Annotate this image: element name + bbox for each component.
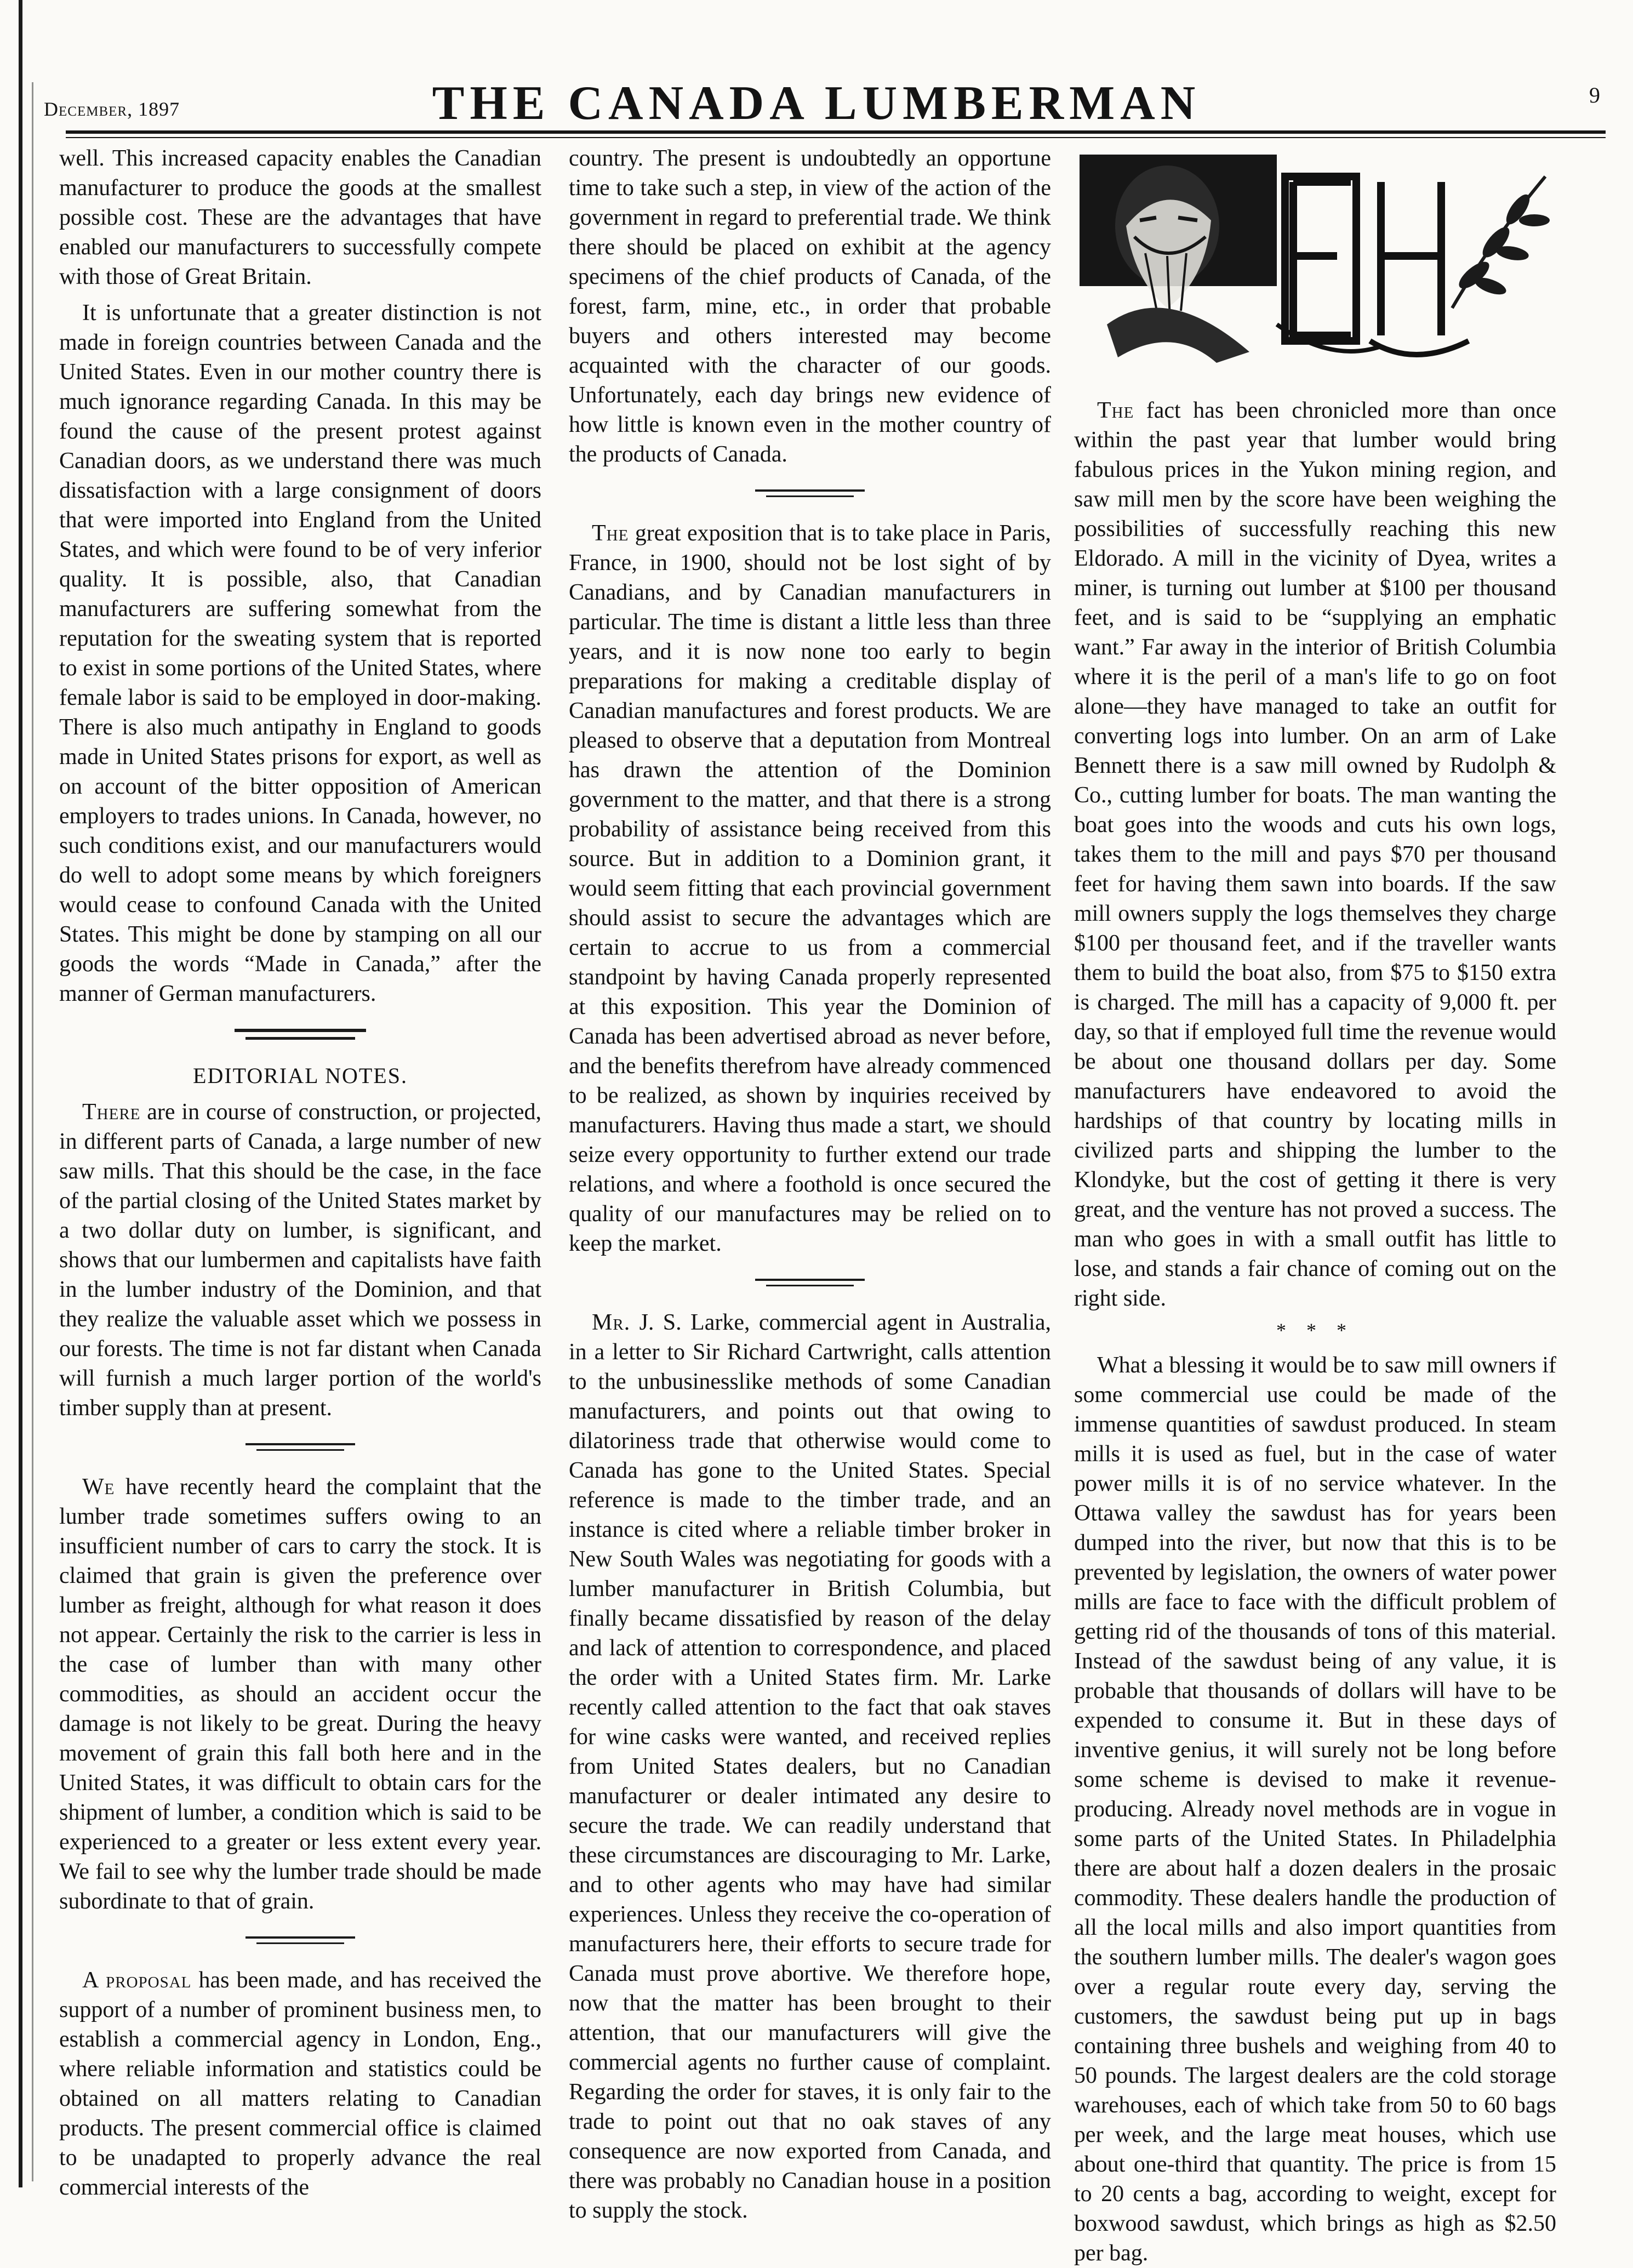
lead-word: The — [592, 521, 629, 546]
col3-paragraph-2: What a blessing it would be to saw mill owners if some commercial use could be made of the immense quantities of sawdust produced. In steam mills it is used as fuel, but in the case of water power mills it is of no service whatever. In the Ottawa valley the sawdust has for years been dumped into the river, but now that this is to be prevented by legislation, the owners of water power mills are face to face with the difficult problem of getting rid of the thousands of tons of this material. Instead of the sawdust being of any value, it is probable that thousands of dollars will have to be expended to consume it. But in these days of inventive genius, it will surely not be long before some scheme is devised to make it revenue-producing. Already novel methods are in vogue in some parts of the United States. In Philadelphia there are about half a dozen dealers in the prosaic commodity. These dealers handle the production of all the local mills and also import quantities from the southern lumber mills. The dealer's wagon goes over a regular route every day, serving the customers, the sawdust being put up in bags containing three bushels and weighing from 40 to 50 pounds. The largest dealers are the cold storage warehouses, each of which take from 50 to 60 bags per week, and the large meat houses, which use about one-third that quantity. The price is from 15 to 20 cents a bag, according to weight, except for boxwood sawdust, which brings as high as $2.50 per bag. — [1074, 1353, 1556, 2266]
col1-paragraph-4 — [59, 1472, 541, 1916]
issue-date: December, 1897 — [44, 98, 180, 120]
lead-word: The — [1097, 398, 1134, 423]
section-divider — [245, 1441, 355, 1454]
header-rule-thin — [66, 137, 1606, 138]
column-3 — [1074, 144, 1556, 2266]
masthead-title: THE CANADA LUMBERMAN — [432, 77, 1201, 130]
paragraph-body: great exposition that is to take place in Paris, France, in 1900, should not be lost sight of by Canadians, and by Canadian manufacturers in particular. The time is distant a little less than three years, and it is now none too early to begin preparations for making a creditable display of Canadian manufactures and forest products. We are pleased to observe that a deputation from Montreal has drawn the attention of the Dominion government to the matter, and that there is a strong probability of assistance being received from this source. But in addition to a Dominion grant, it would seem fitting that each provincial government should assist to secure the advantages which are certain to accrue to us from a commercial standpoint by having Canada properly represented at this exposition. This year the Dominion of Canada has been advertised abroad as never before, and the benefits therefrom have already commenced to be realized, as shown by inquiries received by manufacturers. Having thus made a start, we should seize every opportunity to further extend our trade relations, and where a foothold is once secured the quality of our manufactures may be relied on to keep the market. — [569, 521, 1051, 1256]
section-divider — [755, 1277, 865, 1289]
column-1 — [59, 144, 541, 2200]
ornamental-initial-svg — [1074, 144, 1556, 374]
section-divider — [235, 1027, 366, 1042]
col1-paragraph-5 — [59, 1965, 541, 2202]
col2-paragraph-3 — [569, 1308, 1051, 2225]
header-rule — [66, 130, 1606, 134]
section-divider — [755, 488, 865, 500]
lead-word: Mr. — [592, 1310, 631, 1335]
section-divider — [245, 1935, 355, 1947]
col1-paragraph-1: well. This increased capacity enables the Canadian manufacturer to produce the goods at the smallest possible cost. These are the advantages that have enabled our manufacturers to successfully compete with those of Great Britain. — [59, 146, 541, 289]
page-number: 9 — [1589, 83, 1600, 107]
paragraph-body: has been made, and has received the support of a number of prominent business men, to establish a commercial agency in London, Eng., where reliable information and statistics could be obtained on all matters relating to Canadian products. The present commercial office is claimed to be unadapted to properly advance the real commercial interests of the — [59, 1968, 541, 2200]
col2-paragraph-2 — [569, 518, 1051, 1258]
section-stars: * * * — [1276, 1319, 1354, 1341]
lead-word: We — [82, 1474, 115, 1500]
decorative-initial-illustration — [1074, 144, 1556, 374]
col2-paragraph-1: country. The present is undoubtedly an opportune time to take such a step, in view of the action of the government in regard to preferential trade. We think there should be placed on exhibit at the agency specimens of the chief products of Canada, of the forest, farm, mine, etc., in order that probable buyers and others interested may become acquainted with the character of our goods. Unfortunately, each day brings new evidence of how little is known even in the mother country of the products of Canada. — [569, 146, 1051, 467]
col1-paragraph-3 — [59, 1097, 541, 1423]
paragraph-body: are in course of construction, or projected, in different parts of Canada, a large number of new saw mills. That this should be the case, in the face of the partial closing of the United States market by a two dollar duty on lumber, is significant, and shows that our lumbermen and capitalists have faith in the lumber industry of the Dominion, and that they realize the valuable asset which we possess in our forests. The time is not far distant when Canada will furnish a much larger portion of the world's timber supply than at present. — [59, 1099, 541, 1421]
editorial-notes-heading: EDITORIAL NOTES. — [193, 1063, 408, 1088]
paragraph-body: fact has been chronicled more than once within the past year that lumber would bring fabulous prices in the Yukon mining region, and saw mill men by the score have been weighing the possibilities of successfully reaching this new Eldorado. A mill in the vicinity of Dyea, writes a miner, is turning out lumber at $100 per thousand feet, and is said to be “supplying an emphatic want.” Far away in the interior of British Columbia where it is the peril of a man's life to go on foot alone—they have managed to take an outfit for converting logs into lumber. On an arm of Lake Bennett there is a saw mill owned by Rudolph & Co., cutting lumber for boats. The man wanting the boat goes into the woods and cuts his own logs, takes them to the mill and pays $70 per thousand feet for having them sawn into boards. If the saw mill owners supply the logs themselves they charge $100 per thousand feet, and if the traveller wants them to build the boat also, from $75 to $150 extra is charged. The mill has a capacity of 9,000 ft. per day, so that if employed full time the revenue would be about one thousand dollars per day. Some manufacturers have endeavored to avoid the hardships of that country by locating mills in civilized parts and shipping the lumber to the Klondyke, but the cost of getting it there is very great, and the venture has not proved a success. The man who goes in with a small outfit has little to lose, and stands a fair chance of coming out on the right side. — [1074, 398, 1556, 1311]
lead-word: A proposal — [82, 1968, 192, 1993]
scan-edge — [19, 0, 22, 2187]
scan-edge-faint — [32, 82, 33, 2181]
paragraph-body: have recently heard the complaint that the lumber trade sometimes suffers owing to an insufficient number of cars to carry the stock. It is claimed that grain is given the preference over lumber as freight, although for what reason it does not appear. Certainly the risk to the carrier is less in the case of lumber than with many other commodities, as should an accident occur the damage is not likely to be great. During the heavy movement of grain this fall both here and in the United States, it was difficult to obtain cars for the shipment of lumber, a condition which is said to be experienced to a greater or less extent every year. We fail to see why the lumber trade should be made subordinate to that of grain. — [59, 1474, 541, 1914]
col3-paragraph-1 — [1074, 396, 1556, 1313]
col1-paragraph-2: It is unfortunate that a greater distinction is not made in foreign countries between Canada and the United States. Even in our mother country there is much ignorance regarding Canada. In this may be found the cause of the present protest against Canadian doors, as we understand there was much dissatisfaction with a large consignment of doors that were imported into England from the United States, and which were found to be of very inferior quality. It is possible, also, that Canadian manufacturers are suffering somewhat from the reputation for the sweating system that is reported to exist in some portions of the United States, where female labor is said to be employed in door-making. There is also much antipathy in England to goods made in United States prisons for export, as well as on account of the bitter opposition of American employers to trades unions. In Canada, however, no such conditions exist, and our manufacturers would do well to adopt some means by which foreigners would cease to confound Canada with the United States. This might be done by stamping on all our goods the words “Made in Canada,” after the manner of German manufacturers. — [59, 300, 541, 1006]
column-2 — [569, 144, 1051, 2223]
lead-word: There — [82, 1099, 141, 1125]
paragraph-body: J. S. Larke, commercial agent in Australia, in a letter to Sir Richard Cartwright, calls attention to the unbusinesslike methods of some Canadian manufacturers, and points out that owing to dilatoriness trade that otherwise would come to Canada has gone to the United States. Special reference is made to the timber trade, and an instance is cited where a reliable timber broker in New South Wales was negotiating for goods with a lumber manufacturer in British Columbia, but finally became dissatisfied by reason of the delay and lack of attention to correspondence, and placed the order with a United States firm. Mr. Larke recently called attention to the fact that oak staves for wine casks were wanted, and received replies from United States dealers, but no Canadian manufacturer or dealer intimated any desire to secure the trade. We can readily understand that these circumstances are discouraging to Mr. Larke, and to other agents who may have had similar experiences. Unless they receive the co-operation of manufacturers here, their efforts to secure trade for Canada must prove abortive. We therefore hope, now that the matter has been brought to their attention, that our manufacturers will give the commercial agents no further cause of complaint. Regarding the order for staves, it is only fair to the trade to point out that no oak staves of any consequence are now exported from Canada, and there was probably no Canadian house in a position to supply the stock. — [569, 1310, 1051, 2223]
